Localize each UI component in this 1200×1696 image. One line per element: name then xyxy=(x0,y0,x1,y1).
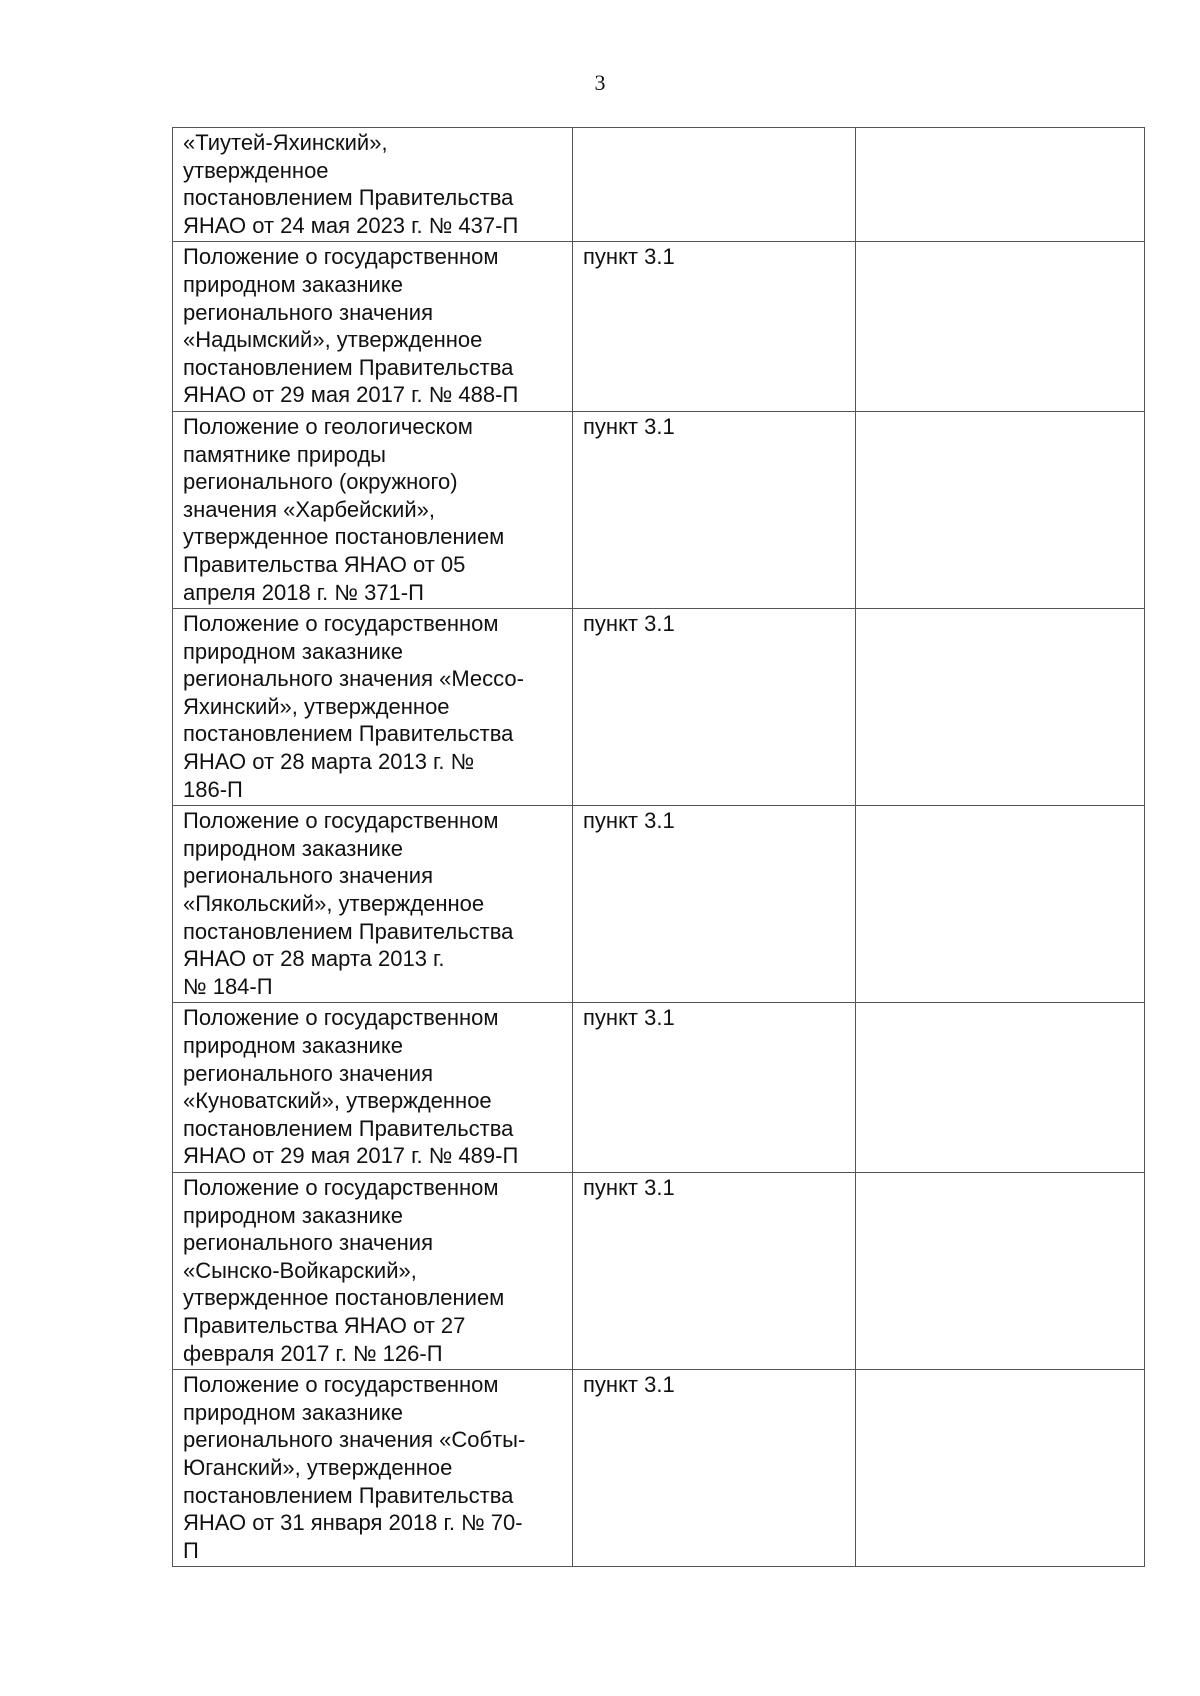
table-body xyxy=(173,128,1145,1567)
document-line: ЯНАО от 28 марта 2013 г. xyxy=(183,946,445,972)
document-line: природном заказнике xyxy=(183,1202,403,1228)
document-line: утвержденное постановлением xyxy=(183,524,505,550)
document-line: природном заказнике xyxy=(183,271,403,297)
document-line: постановлением Правительства xyxy=(183,354,514,380)
document-line: постановлением Правительства xyxy=(183,721,514,747)
note-cell xyxy=(856,609,1145,806)
document-line: Правительства ЯНАО от 27 xyxy=(183,1312,466,1338)
document-line: постановлением Правительства xyxy=(183,1115,514,1141)
clause-cell: пункт 3.1 xyxy=(573,609,856,806)
document-line: постановлением Правительства xyxy=(183,1482,514,1508)
clause-cell: пункт 3.1 xyxy=(573,1172,856,1369)
document-line: февраля 2017 г. № 126-П xyxy=(183,1340,443,1366)
document-cell xyxy=(173,242,573,412)
document-line: природном заказнике xyxy=(183,1399,403,1425)
document-line: регионального (окружного) xyxy=(183,469,458,495)
clause-cell: пункт 3.1 xyxy=(573,1370,856,1567)
document-line: природном заказнике xyxy=(183,1033,403,1058)
table-row xyxy=(173,1172,1145,1369)
document-line: Правительства ЯНАО от 05 xyxy=(183,551,466,577)
document-line: регионального значения xyxy=(183,863,434,889)
document-line: Яхинский», утвержденное xyxy=(183,693,450,719)
table-row xyxy=(173,1370,1145,1567)
document-cell xyxy=(173,128,573,242)
document-line: Положение о государственном xyxy=(183,1174,499,1200)
table-row xyxy=(173,609,1145,806)
note-cell xyxy=(856,128,1145,242)
document-cell xyxy=(173,1172,573,1369)
note-cell xyxy=(856,242,1145,412)
document-line: регионального значения «Собты- xyxy=(183,1427,526,1453)
document-cell xyxy=(173,609,573,806)
clause-cell: пункт 3.1 xyxy=(573,1003,856,1173)
document-line: регионального значения xyxy=(183,299,434,325)
document-cell xyxy=(173,1003,573,1173)
document-line: Положение о государственном xyxy=(183,1005,499,1031)
clause-cell: пункт 3.1 xyxy=(573,242,856,412)
note-cell xyxy=(856,1172,1145,1369)
note-cell xyxy=(856,411,1145,608)
document-line: «Тиутей-Яхинский», xyxy=(183,130,388,155)
document-line: «Куноватский», утвержденное xyxy=(183,1088,492,1114)
document-cell xyxy=(173,411,573,608)
clause-cell: пункт 3.1 xyxy=(573,806,856,1003)
document-line: П xyxy=(183,1537,199,1563)
document-line: «Надымский», утвержденное xyxy=(183,327,483,353)
document-line: «Пякольский», утвержденное xyxy=(183,891,485,917)
note-cell xyxy=(856,1370,1145,1567)
document-line: Положение о государственном xyxy=(183,808,499,834)
document-line: ЯНАО от 31 января 2018 г. № 70- xyxy=(183,1510,523,1536)
document-line: Положение о государственном xyxy=(183,244,499,270)
note-cell xyxy=(856,1003,1145,1173)
document-line: 186-П xyxy=(183,776,243,802)
document-line: природном заказнике xyxy=(183,638,403,664)
document-line: Юганский», утвержденное xyxy=(183,1454,453,1480)
document-line: значения «Харбейский», xyxy=(183,496,435,522)
document-line: «Сынско-Войкарский», xyxy=(183,1257,417,1283)
document-cell xyxy=(173,1370,573,1567)
table-row xyxy=(173,242,1145,412)
document-line: утвержденное постановлением xyxy=(183,1285,505,1311)
document-line: ЯНАО от 29 мая 2017 г. № 489-П xyxy=(183,1143,519,1169)
document-line: регионального значения xyxy=(183,1230,434,1256)
table-row xyxy=(173,806,1145,1003)
document-line: № 184-П xyxy=(183,973,273,999)
document-line: регионального значения «Мессо- xyxy=(183,666,524,692)
clause-cell: пункт 3.1 xyxy=(573,411,856,608)
document-line: апреля 2018 г. № 371-П xyxy=(183,579,424,605)
document-line: утвержденное xyxy=(183,157,329,183)
table-row xyxy=(173,128,1145,242)
document-line: природном заказнике xyxy=(183,835,403,861)
document-line: ЯНАО от 29 мая 2017 г. № 488-П xyxy=(183,382,519,408)
regulations-table xyxy=(172,127,1145,1567)
document-line: постановлением Правительства xyxy=(183,918,514,944)
document-line: ЯНАО от 28 марта 2013 г. № xyxy=(183,749,475,775)
document-line: Положение о государственном xyxy=(183,611,499,637)
clause-cell xyxy=(573,128,856,242)
document-line: регионального значения xyxy=(183,1060,434,1086)
document-cell xyxy=(173,806,573,1003)
table-row xyxy=(173,411,1145,608)
document-line: Положение о государственном xyxy=(183,1372,499,1398)
document-line: ЯНАО от 24 мая 2023 г. № 437-П xyxy=(183,212,519,238)
document-line: Положение о геологическом xyxy=(183,413,473,439)
document-line: постановлением Правительства xyxy=(183,185,514,211)
page-number: 3 xyxy=(594,70,606,95)
document-line: памятнике природы xyxy=(183,441,386,467)
note-cell xyxy=(856,806,1145,1003)
table-row xyxy=(173,1003,1145,1173)
